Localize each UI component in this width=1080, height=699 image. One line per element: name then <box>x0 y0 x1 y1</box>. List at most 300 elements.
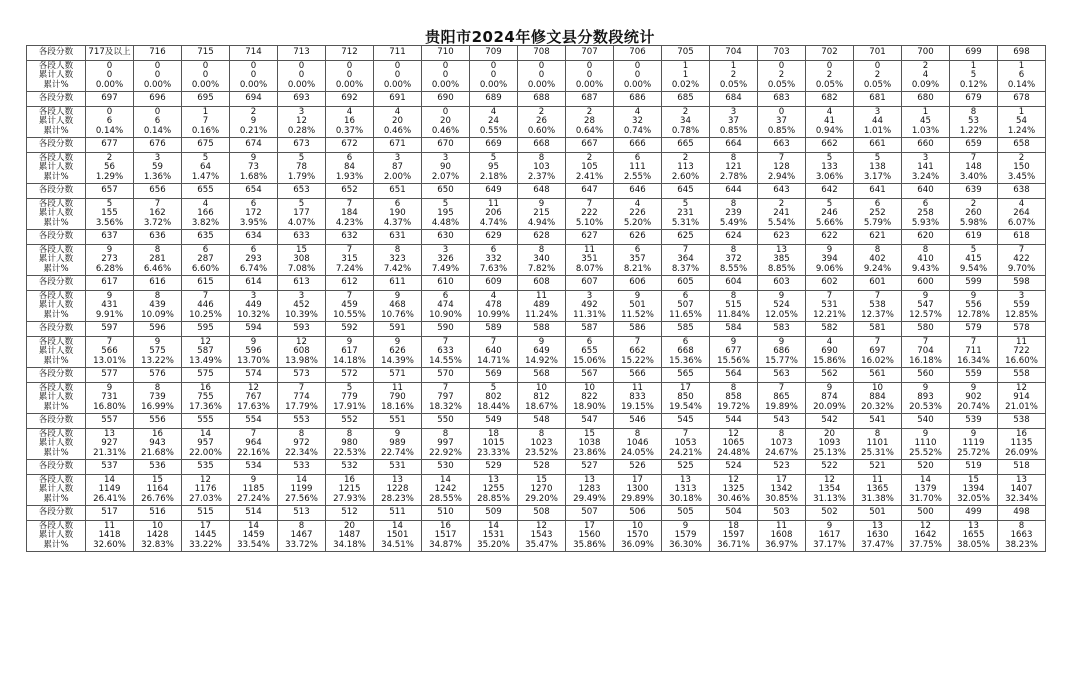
count-cell <box>998 61 1046 92</box>
segment-count: 7 <box>970 152 977 163</box>
count-cell <box>710 291 758 322</box>
cumulative-percent: 38.05% <box>957 539 990 550</box>
cumulative-percent: 35.20% <box>477 539 510 550</box>
row-label-seg: 各段人数 <box>38 290 74 301</box>
count-cell <box>614 107 662 138</box>
segment-count: 0 <box>202 60 209 71</box>
score-cell: 530 <box>422 460 470 475</box>
cumulative-percent: 10.25% <box>189 309 222 320</box>
count-cell <box>662 245 710 276</box>
count-cell <box>230 475 278 506</box>
cumulative-count: 54 <box>1016 116 1027 127</box>
segment-count: 5 <box>442 198 449 209</box>
cumulative-percent: 28.85% <box>477 493 510 504</box>
segment-count: 14 <box>248 520 259 531</box>
row-label-cum: 累计人数 <box>38 70 74 81</box>
cumulative-percent: 3.24% <box>911 171 940 182</box>
row-label-cell <box>27 291 86 322</box>
row-label-seg: 各段人数 <box>38 520 74 531</box>
cumulative-percent: 0.85% <box>767 125 796 136</box>
cumulative-count: 608 <box>293 346 310 357</box>
score-cell: 602 <box>806 276 854 291</box>
score-header-row <box>27 46 1046 61</box>
cumulative-percent: 5.31% <box>671 217 700 228</box>
score-cell: 640 <box>902 184 950 199</box>
cumulative-percent: 33.22% <box>189 539 222 550</box>
cumulative-count: 1379 <box>914 484 937 495</box>
cumulative-percent: 15.22% <box>621 355 654 366</box>
cumulative-percent: 12.78% <box>957 309 990 320</box>
score-cell: 622 <box>806 230 854 245</box>
cumulative-count: 0 <box>202 70 209 81</box>
cumulative-count: 148 <box>965 162 982 173</box>
count-cell <box>470 521 518 552</box>
score-cell: 526 <box>614 460 662 475</box>
segment-count: 6 <box>202 244 209 255</box>
segment-count: 8 <box>730 382 737 393</box>
count-cell <box>326 61 374 92</box>
score-cell: 601 <box>854 276 902 291</box>
score-cell: 710 <box>422 46 470 61</box>
cumulative-count: 1164 <box>146 484 169 495</box>
cumulative-percent: 0.14% <box>1007 79 1036 90</box>
segment-count: 9 <box>826 244 833 255</box>
count-cell <box>374 429 422 460</box>
cumulative-percent: 3.56% <box>95 217 124 228</box>
count-cell <box>566 475 614 506</box>
count-cell <box>806 245 854 276</box>
cumulative-count: 964 <box>245 438 262 449</box>
segment-count: 4 <box>634 106 641 117</box>
score-cell: 646 <box>614 184 662 199</box>
segment-count: 8 <box>154 290 161 301</box>
score-cell: 674 <box>230 138 278 153</box>
cumulative-count: 1325 <box>722 484 745 495</box>
count-cell <box>182 199 230 230</box>
cumulative-percent: 1.29% <box>95 171 124 182</box>
score-label-cell: 各段分数 <box>27 322 86 337</box>
score-cell: 618 <box>998 230 1046 245</box>
cumulative-count: 20 <box>440 116 451 127</box>
cumulative-count: 531 <box>821 300 838 311</box>
segment-count: 13 <box>584 474 595 485</box>
count-cell <box>854 429 902 460</box>
count-cell <box>134 153 182 184</box>
cumulative-percent: 0.00% <box>287 79 316 90</box>
count-cell <box>518 291 566 322</box>
cumulative-count: 113 <box>677 162 694 173</box>
score-cell: 637 <box>86 230 134 245</box>
count-cell <box>950 383 998 414</box>
cumulative-percent: 0.00% <box>335 79 364 90</box>
count-cell <box>758 521 806 552</box>
score-cell: 631 <box>374 230 422 245</box>
count-cell <box>326 245 374 276</box>
count-cell <box>182 383 230 414</box>
cumulative-count: 138 <box>869 162 886 173</box>
cumulative-percent: 0.02% <box>671 79 700 90</box>
segment-count: 2 <box>922 60 929 71</box>
segment-count: 11 <box>104 520 115 531</box>
cumulative-count: 439 <box>149 300 166 311</box>
cumulative-count: 1228 <box>386 484 409 495</box>
cumulative-count: 431 <box>101 300 118 311</box>
cumulative-percent: 3.72% <box>143 217 172 228</box>
count-cell <box>758 199 806 230</box>
score-cell: 678 <box>998 92 1046 107</box>
cumulative-percent: 20.09% <box>813 401 846 412</box>
segment-count: 2 <box>778 198 785 209</box>
cumulative-percent: 3.95% <box>239 217 268 228</box>
count-cell <box>662 383 710 414</box>
score-cell: 597 <box>86 322 134 337</box>
cumulative-percent: 0.00% <box>95 79 124 90</box>
segment-count: 0 <box>442 60 449 71</box>
score-cell: 568 <box>518 368 566 383</box>
cumulative-percent: 4.07% <box>287 217 316 228</box>
cumulative-count: 150 <box>1013 162 1030 173</box>
cumulative-count: 0 <box>154 70 161 81</box>
count-cell <box>950 521 998 552</box>
cumulative-percent: 8.07% <box>575 263 604 274</box>
segment-count: 14 <box>104 474 115 485</box>
cumulative-count: 222 <box>581 208 598 219</box>
cumulative-percent: 5.54% <box>767 217 796 228</box>
cumulative-percent: 1.36% <box>143 171 172 182</box>
cumulative-count: 4 <box>922 70 929 81</box>
cumulative-percent: 10.09% <box>141 309 174 320</box>
count-cell <box>86 245 134 276</box>
segment-count: 1 <box>682 60 689 71</box>
cumulative-percent: 34.87% <box>429 539 462 550</box>
cumulative-count: 111 <box>629 162 646 173</box>
cumulative-percent: 17.91% <box>333 401 366 412</box>
cumulative-count: 1663 <box>1010 530 1033 541</box>
segment-count: 15 <box>968 474 979 485</box>
count-cell <box>950 429 998 460</box>
row-label-pct: 累计% <box>43 401 69 412</box>
cumulative-count: 812 <box>533 392 550 403</box>
cumulative-percent: 22.53% <box>333 447 366 458</box>
segment-count: 6 <box>250 198 257 209</box>
score-cell: 581 <box>854 322 902 337</box>
segment-count: 4 <box>346 106 353 117</box>
cumulative-count: 1579 <box>674 530 697 541</box>
cumulative-percent: 31.13% <box>813 493 846 504</box>
score-cell: 539 <box>950 414 998 429</box>
score-cell: 589 <box>470 322 518 337</box>
row-label-cum: 累计人数 <box>38 254 74 265</box>
cumulative-percent: 11.31% <box>573 309 606 320</box>
segment-count: 9 <box>922 290 929 301</box>
segment-count: 9 <box>682 520 689 531</box>
cumulative-count: 1023 <box>530 438 553 449</box>
cumulative-count: 9 <box>250 116 257 127</box>
segment-count: 8 <box>874 428 881 439</box>
score-cell: 639 <box>950 184 998 199</box>
cumulative-count: 0 <box>442 70 449 81</box>
score-cell: 577 <box>86 368 134 383</box>
count-cell <box>806 383 854 414</box>
cumulative-count: 1570 <box>626 530 649 541</box>
cumulative-count: 547 <box>917 300 934 311</box>
score-cell: 590 <box>422 322 470 337</box>
row-label-pct: 累计% <box>43 125 69 136</box>
segment-count: 15 <box>584 428 595 439</box>
cumulative-count: 474 <box>437 300 454 311</box>
cumulative-percent: 35.47% <box>525 539 558 550</box>
cumulative-count: 980 <box>341 438 358 449</box>
count-cell <box>230 199 278 230</box>
cumulative-percent: 0.60% <box>527 125 556 136</box>
cumulative-percent: 2.07% <box>431 171 460 182</box>
cumulative-percent: 0.74% <box>623 125 652 136</box>
cumulative-percent: 36.71% <box>717 539 750 550</box>
cumulative-count: 649 <box>533 346 550 357</box>
score-cell: 579 <box>950 322 998 337</box>
score-cell: 707 <box>566 46 614 61</box>
cumulative-percent: 0.00% <box>479 79 508 90</box>
cumulative-percent: 3.17% <box>863 171 892 182</box>
score-cell: 506 <box>614 506 662 521</box>
score-cell: 654 <box>230 184 278 199</box>
count-cell <box>662 429 710 460</box>
score-cell: 584 <box>710 322 758 337</box>
row-label-cell <box>27 199 86 230</box>
segment-count: 0 <box>874 60 881 71</box>
count-cell <box>566 153 614 184</box>
count-cell <box>998 153 1046 184</box>
cumulative-count: 246 <box>821 208 838 219</box>
score-cell: 619 <box>950 230 998 245</box>
cumulative-percent: 36.97% <box>765 539 798 550</box>
segment-count: 8 <box>778 428 785 439</box>
cumulative-count: 1459 <box>242 530 265 541</box>
count-cell <box>374 61 422 92</box>
cumulative-percent: 0.05% <box>767 79 796 90</box>
cumulative-percent: 37.75% <box>909 539 942 550</box>
score-cell: 555 <box>182 414 230 429</box>
segment-count: 7 <box>298 382 305 393</box>
score-cell: 627 <box>566 230 614 245</box>
cumulative-count: 264 <box>1013 208 1030 219</box>
segment-count: 13 <box>968 520 979 531</box>
score-cell: 703 <box>758 46 806 61</box>
cumulative-count: 711 <box>965 346 982 357</box>
count-cell <box>374 291 422 322</box>
score-cell: 671 <box>374 138 422 153</box>
cumulative-count: 478 <box>485 300 502 311</box>
score-cell: 541 <box>854 414 902 429</box>
cumulative-count: 1467 <box>290 530 313 541</box>
score-cell: 565 <box>662 368 710 383</box>
count-cell <box>230 429 278 460</box>
count-cell <box>902 199 950 230</box>
count-cell <box>998 291 1046 322</box>
cumulative-count: 0 <box>250 70 257 81</box>
cumulative-percent: 16.34% <box>957 355 990 366</box>
score-cell: 503 <box>758 506 806 521</box>
count-cell <box>710 521 758 552</box>
segment-count: 5 <box>826 198 833 209</box>
cumulative-percent: 7.63% <box>479 263 508 274</box>
score-cell: 633 <box>278 230 326 245</box>
cumulative-count: 774 <box>293 392 310 403</box>
cumulative-percent: 29.20% <box>525 493 558 504</box>
cumulative-percent: 18.16% <box>381 401 414 412</box>
cumulative-percent: 34.18% <box>333 539 366 550</box>
cumulative-count: 1418 <box>98 530 121 541</box>
cumulative-percent: 32.60% <box>93 539 126 550</box>
segment-count: 12 <box>200 336 211 347</box>
segment-count: 9 <box>826 520 833 531</box>
cumulative-count: 308 <box>293 254 310 265</box>
cumulative-percent: 4.94% <box>527 217 556 228</box>
cumulative-percent: 27.93% <box>333 493 366 504</box>
score-cell: 570 <box>422 368 470 383</box>
score-cell: 604 <box>710 276 758 291</box>
count-cell <box>662 521 710 552</box>
count-cell <box>950 291 998 322</box>
cumulative-percent: 23.33% <box>477 447 510 458</box>
row-label-cum: 累计人数 <box>38 346 74 357</box>
count-cell <box>422 429 470 460</box>
score-cell: 630 <box>422 230 470 245</box>
score-label-cell: 各段分数 <box>27 138 86 153</box>
count-cell <box>566 245 614 276</box>
score-cell: 672 <box>326 138 374 153</box>
cumulative-percent: 8.85% <box>767 263 796 274</box>
cumulative-percent: 9.70% <box>1007 263 1036 274</box>
segment-count: 9 <box>106 382 113 393</box>
cumulative-count: 538 <box>869 300 886 311</box>
row-label-seg: 各段人数 <box>38 60 74 71</box>
score-cell: 567 <box>566 368 614 383</box>
segment-count: 8 <box>154 244 161 255</box>
cumulative-count: 32 <box>632 116 643 127</box>
cumulative-percent: 20.53% <box>909 401 942 412</box>
score-cell: 682 <box>806 92 854 107</box>
count-data-row <box>27 337 1046 368</box>
cumulative-percent: 17.63% <box>237 401 270 412</box>
count-cell <box>950 337 998 368</box>
cumulative-percent: 1.79% <box>287 171 316 182</box>
cumulative-percent: 2.18% <box>479 171 508 182</box>
segment-count: 16 <box>152 428 163 439</box>
segment-count: 7 <box>490 336 497 347</box>
score-cell: 515 <box>182 506 230 521</box>
row-label-seg: 各段人数 <box>38 474 74 485</box>
score-header-row <box>27 368 1046 383</box>
score-cell: 561 <box>854 368 902 383</box>
cumulative-count: 1255 <box>482 484 505 495</box>
score-cell: 502 <box>806 506 854 521</box>
count-cell <box>374 383 422 414</box>
row-label-cell <box>27 475 86 506</box>
score-cell: 592 <box>326 322 374 337</box>
count-cell <box>470 61 518 92</box>
score-label-cell: 各段分数 <box>27 368 86 383</box>
cumulative-percent: 4.23% <box>335 217 364 228</box>
cumulative-count: 195 <box>437 208 454 219</box>
segment-count: 17 <box>200 520 211 531</box>
cumulative-count: 596 <box>245 346 262 357</box>
cumulative-percent: 30.85% <box>765 493 798 504</box>
segment-count: 11 <box>392 382 403 393</box>
count-data-row <box>27 383 1046 414</box>
cumulative-percent: 16.18% <box>909 355 942 366</box>
score-label-cell: 各段分数 <box>27 276 86 291</box>
cumulative-count: 37 <box>728 116 739 127</box>
segment-count: 2 <box>586 152 593 163</box>
segment-count: 0 <box>490 60 497 71</box>
segment-count: 13 <box>488 474 499 485</box>
segment-count: 13 <box>776 244 787 255</box>
cumulative-percent: 19.15% <box>621 401 654 412</box>
score-cell: 632 <box>326 230 374 245</box>
count-cell <box>470 153 518 184</box>
score-cell: 576 <box>134 368 182 383</box>
cumulative-count: 177 <box>293 208 310 219</box>
segment-count: 11 <box>488 198 499 209</box>
cumulative-percent: 24.48% <box>717 447 750 458</box>
cumulative-count: 41 <box>824 116 835 127</box>
cumulative-count: 241 <box>773 208 790 219</box>
score-cell: 648 <box>518 184 566 199</box>
segment-count: 18 <box>728 520 739 531</box>
segment-count: 5 <box>826 152 833 163</box>
score-cell: 543 <box>758 414 806 429</box>
score-cell: 521 <box>854 460 902 475</box>
cumulative-percent: 7.42% <box>383 263 412 274</box>
segment-count: 1 <box>922 106 929 117</box>
cumulative-count: 865 <box>773 392 790 403</box>
count-cell <box>998 429 1046 460</box>
segment-count: 8 <box>538 152 545 163</box>
cumulative-percent: 1.68% <box>239 171 268 182</box>
cumulative-count: 0 <box>538 70 545 81</box>
score-label-cell: 各段分数 <box>27 46 86 61</box>
count-cell <box>326 521 374 552</box>
cumulative-count: 767 <box>245 392 262 403</box>
score-cell: 512 <box>326 506 374 521</box>
score-cell: 607 <box>566 276 614 291</box>
score-cell: 626 <box>614 230 662 245</box>
count-cell <box>518 383 566 414</box>
cumulative-count: 20 <box>392 116 403 127</box>
cumulative-count: 121 <box>725 162 742 173</box>
score-cell: 717及以上 <box>86 46 134 61</box>
cumulative-percent: 2.55% <box>623 171 652 182</box>
score-cell: 528 <box>518 460 566 475</box>
cumulative-percent: 0.00% <box>143 79 172 90</box>
cumulative-count: 1053 <box>674 438 697 449</box>
count-cell <box>86 475 134 506</box>
segment-count: 7 <box>874 290 881 301</box>
cumulative-count: 184 <box>341 208 358 219</box>
cumulative-percent: 27.56% <box>285 493 318 504</box>
segment-count: 8 <box>922 244 929 255</box>
cumulative-count: 575 <box>149 346 166 357</box>
cumulative-percent: 22.00% <box>189 447 222 458</box>
cumulative-percent: 0.46% <box>383 125 412 136</box>
cumulative-percent: 28.55% <box>429 493 462 504</box>
segment-count: 15 <box>296 244 307 255</box>
cumulative-count: 1394 <box>962 484 985 495</box>
cumulative-percent: 16.02% <box>861 355 894 366</box>
score-cell: 500 <box>902 506 950 521</box>
score-cell: 697 <box>86 92 134 107</box>
